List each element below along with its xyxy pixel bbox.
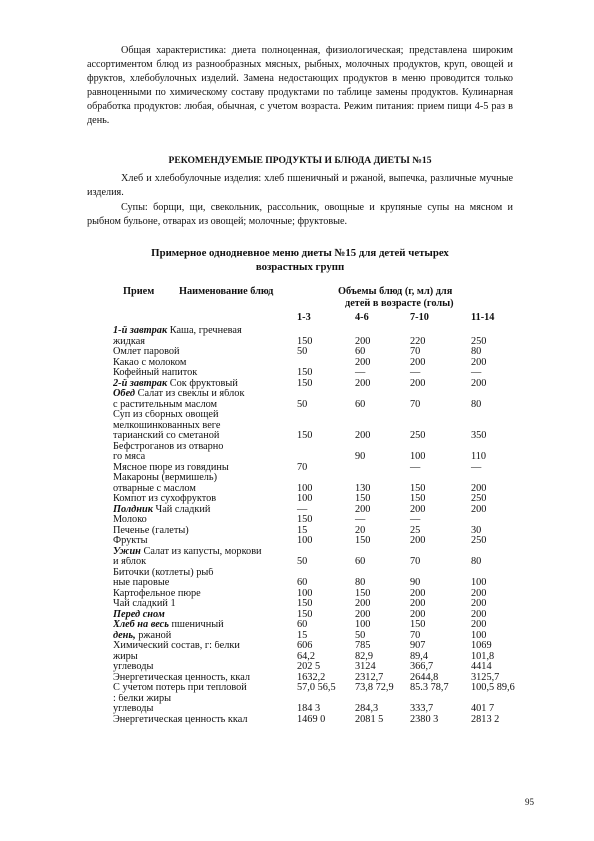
dish-name: Каша, гречневая bbox=[169, 326, 242, 336]
meal-label: 1-й завтрак bbox=[113, 326, 168, 336]
dish-name: пшеничный bbox=[171, 620, 224, 630]
meal-label: 2-й завтрак bbox=[113, 378, 168, 389]
table-row bbox=[113, 484, 527, 495]
table-row bbox=[113, 557, 527, 568]
table-row bbox=[113, 610, 527, 621]
volume-cell: — bbox=[471, 461, 482, 473]
volume-cell bbox=[471, 410, 527, 421]
volume-cell: 150 bbox=[297, 377, 313, 389]
dish-name: С учетом потерь при тепловой bbox=[113, 683, 247, 693]
dish-cell bbox=[113, 589, 297, 600]
dish-name: с растительным маслом bbox=[113, 399, 218, 410]
table-row bbox=[113, 410, 527, 421]
meal-label: Хлеб на весь bbox=[113, 620, 169, 630]
volume-cell: 70 bbox=[297, 461, 308, 473]
section-heading: РЕКОМЕНДУЕМЫЕ ПРОДУКТЫ И БЛЮДА ДИЕТЫ №15 bbox=[168, 155, 432, 166]
volume-cell bbox=[297, 452, 355, 463]
volume-cell: 30 bbox=[471, 524, 482, 536]
volume-cell: 200 bbox=[471, 587, 487, 599]
table-row bbox=[113, 431, 527, 442]
volume-cell: 100 bbox=[471, 629, 487, 641]
volume-cell bbox=[410, 326, 471, 337]
volume-cell: 250 bbox=[471, 335, 487, 347]
volume-cell: 200 bbox=[410, 608, 426, 620]
dish-name: Салат из свеклы и яблок bbox=[137, 389, 245, 399]
section-paragraphs bbox=[87, 172, 513, 230]
menu-table bbox=[113, 282, 527, 725]
volume-cell: — bbox=[355, 367, 366, 378]
volume-cell bbox=[355, 389, 410, 400]
volume-cell: 150 bbox=[297, 598, 313, 609]
volume-cell: 200 bbox=[410, 356, 426, 368]
table-row bbox=[113, 452, 527, 463]
table-row bbox=[113, 547, 527, 558]
volume-cell: 100 bbox=[297, 587, 313, 599]
volume-cell bbox=[355, 326, 410, 337]
volume-cell: — bbox=[471, 367, 482, 378]
volume-cell: 60 bbox=[355, 398, 366, 410]
volume-cell: 89,4 bbox=[410, 650, 429, 662]
table-row bbox=[113, 704, 527, 715]
volume-cell: 70 bbox=[410, 346, 421, 357]
table-row bbox=[113, 568, 527, 579]
volume-cell bbox=[410, 389, 471, 400]
volume-cell: 150 bbox=[297, 430, 313, 441]
paragraph-soups: Супы: борщи, щи, свекольник, рассольник, овощные и крупяные супы на мясном и рыбном бульоне, отварах из овощей; молочные; фруктовые. bbox=[87, 202, 513, 227]
volume-cell: 200 bbox=[410, 503, 426, 515]
volume-cell: 25 bbox=[410, 524, 421, 536]
volume-cell: — bbox=[297, 503, 308, 515]
volume-cell: 2081 5 bbox=[355, 713, 384, 725]
dish-cell bbox=[113, 715, 297, 726]
volume-cell bbox=[471, 326, 527, 337]
dish-cell bbox=[113, 421, 297, 432]
dish-cell bbox=[113, 599, 297, 610]
volume-cell: 100 bbox=[297, 535, 313, 546]
volume-cell bbox=[410, 473, 471, 484]
dish-cell bbox=[113, 494, 297, 505]
meal-label: Обед bbox=[113, 389, 135, 399]
volume-cell: 100,5 89,6 bbox=[471, 682, 515, 693]
table-row bbox=[113, 589, 527, 600]
volume-cell bbox=[297, 326, 355, 337]
dish-name: и яблок bbox=[113, 557, 147, 567]
volume-cell: — bbox=[410, 514, 421, 525]
volume-cell: 150 bbox=[297, 514, 313, 525]
volume-cell: 100 bbox=[297, 493, 313, 504]
dish-cell bbox=[113, 683, 297, 694]
table-row bbox=[113, 694, 527, 705]
volume-cell bbox=[471, 515, 527, 526]
volume-cell: 200 bbox=[355, 335, 371, 347]
table-row bbox=[113, 515, 527, 526]
volume-cell: 200 bbox=[410, 598, 426, 609]
dish-name: Фрукты bbox=[113, 536, 148, 546]
volume-cell: 50 bbox=[297, 556, 308, 567]
volume-cell: 401 7 bbox=[471, 703, 495, 714]
dish-name: тарианский со сметаной bbox=[113, 431, 220, 441]
volume-cell: 2644,8 bbox=[410, 671, 439, 683]
volume-cell: 50 bbox=[355, 629, 366, 641]
volume-cell bbox=[471, 389, 527, 400]
volume-cell bbox=[471, 473, 527, 484]
dish-name: ные паровые bbox=[113, 578, 170, 588]
header-dish: Наименование блюд bbox=[179, 286, 274, 297]
volume-cell: 200 bbox=[471, 619, 487, 630]
volume-cell: 200 bbox=[471, 598, 487, 609]
volume-cell: 200 bbox=[355, 608, 371, 620]
volume-cell: 101,8 bbox=[471, 650, 495, 662]
header-meal: Прием bbox=[123, 286, 155, 297]
table-row bbox=[113, 442, 527, 453]
dish-name: отварные с маслом bbox=[113, 483, 196, 494]
volume-cell: 70 bbox=[410, 556, 421, 567]
table-row bbox=[113, 368, 527, 379]
table-row bbox=[113, 473, 527, 484]
dish-cell bbox=[113, 326, 297, 337]
dish-cell bbox=[113, 704, 297, 715]
dish-name: Омлет паровой bbox=[113, 347, 180, 357]
volume-cell: 85.3 78,7 bbox=[410, 682, 449, 693]
volume-cell: 250 bbox=[471, 493, 487, 504]
table-row bbox=[113, 379, 527, 390]
table-row bbox=[113, 347, 527, 358]
table-row bbox=[113, 505, 527, 516]
volume-cell: 50 bbox=[297, 398, 308, 410]
dish-cell bbox=[113, 358, 297, 369]
volume-cell: 284,3 bbox=[355, 703, 379, 714]
volume-cell: 2312,7 bbox=[355, 671, 384, 683]
volume-cell: 184 3 bbox=[297, 703, 321, 714]
volume-cell bbox=[297, 473, 355, 484]
volume-cell: 4414 bbox=[471, 661, 492, 672]
dish-cell bbox=[113, 505, 297, 516]
volume-cell: 57,0 56,5 bbox=[297, 682, 336, 693]
dish-name: углеводы bbox=[113, 704, 154, 714]
dish-cell bbox=[113, 673, 297, 684]
dish-cell bbox=[113, 694, 297, 705]
volume-cell: — bbox=[410, 367, 421, 378]
menu-title-line1: Примерное однодневное меню диеты №15 для детей четырех bbox=[151, 247, 449, 259]
dish-cell bbox=[113, 463, 297, 474]
dish-cell bbox=[113, 620, 297, 631]
dish-cell bbox=[113, 484, 297, 495]
dish-name: Энергетическая ценность ккал bbox=[113, 714, 248, 725]
volume-cell: 202 5 bbox=[297, 661, 321, 672]
volume-cell: 200 bbox=[471, 377, 487, 389]
dish-name: жидкая bbox=[113, 336, 146, 347]
table-row bbox=[113, 599, 527, 610]
volume-cell: 60 bbox=[355, 556, 366, 567]
volume-cell: 150 bbox=[355, 535, 371, 546]
volume-cell: 200 bbox=[355, 598, 371, 609]
volume-cell: 200 bbox=[410, 587, 426, 599]
dish-cell bbox=[113, 442, 297, 453]
header-volume-line1: Объемы блюд (г, мл) для bbox=[338, 286, 453, 297]
menu-title-line2: возрастных групп bbox=[255, 261, 345, 273]
volume-cell: 80 bbox=[355, 577, 366, 588]
volume-cell: 150 bbox=[297, 608, 313, 620]
dish-cell bbox=[113, 389, 297, 400]
dish-name: Энергетическая ценность, ккал bbox=[113, 672, 251, 683]
volume-cell: 64,2 bbox=[297, 650, 316, 662]
header-volume-line2: детей в возрасте (голы) bbox=[345, 298, 454, 309]
volume-cell: 100 bbox=[355, 619, 371, 630]
volume-cell: 70 bbox=[410, 398, 421, 410]
volume-cell: 100 bbox=[297, 482, 313, 494]
volume-cell: — bbox=[410, 461, 421, 473]
table-row bbox=[113, 326, 527, 337]
dish-name: : белки жиры bbox=[113, 693, 172, 704]
table-row bbox=[113, 641, 527, 652]
menu-title bbox=[87, 246, 513, 274]
header-age-1: 1-3 bbox=[297, 312, 311, 323]
dish-name: Мясное пюре из говядины bbox=[113, 462, 229, 473]
volume-cell: 110 bbox=[471, 451, 487, 462]
dish-cell bbox=[113, 547, 297, 558]
meal-label: Ужин bbox=[113, 546, 141, 557]
volume-cell: 785 bbox=[355, 640, 371, 651]
volume-cell: 2380 3 bbox=[410, 713, 439, 725]
volume-cell: 80 bbox=[471, 556, 482, 567]
volume-cell: 250 bbox=[471, 535, 487, 546]
volume-cell: 350 bbox=[471, 430, 487, 441]
dish-name: Картофельное пюре bbox=[113, 588, 201, 599]
meal-label: Перед сном bbox=[113, 609, 165, 620]
dish-name: ржаной bbox=[138, 630, 172, 641]
table-row bbox=[113, 715, 527, 726]
dish-name: Химический состав, г: белки bbox=[113, 641, 240, 651]
table-row bbox=[113, 337, 527, 348]
table-row bbox=[113, 526, 527, 537]
dish-name: мелкошинкованных веге bbox=[113, 420, 221, 431]
volume-cell: 220 bbox=[410, 335, 426, 347]
dish-cell bbox=[113, 568, 297, 579]
volume-cell: 1069 bbox=[471, 640, 492, 651]
header-age-2: 4-6 bbox=[355, 312, 369, 323]
table-row bbox=[113, 421, 527, 432]
table-row bbox=[113, 683, 527, 694]
volume-cell bbox=[297, 442, 355, 453]
volume-cell: 1469 0 bbox=[297, 713, 326, 725]
dish-name: Печенье (галеты) bbox=[113, 525, 189, 536]
volume-cell: 200 bbox=[471, 608, 487, 620]
volume-cell: — bbox=[355, 514, 366, 525]
table-row bbox=[113, 536, 527, 547]
paragraph-bread: Хлеб и хлебобулочные изделия: хлеб пшеничный и ржаной, выпечка, различные мучные изделия. bbox=[87, 173, 513, 198]
volume-cell: 200 bbox=[355, 377, 371, 389]
dish-name: Бефстроганов из отварно bbox=[113, 441, 224, 452]
dish-cell bbox=[113, 641, 297, 652]
table-row bbox=[113, 652, 527, 663]
dish-name: Суп из сборных овощей bbox=[113, 410, 219, 420]
volume-cell: 50 bbox=[297, 346, 308, 357]
volume-cell: 200 bbox=[355, 430, 371, 441]
volume-cell: 150 bbox=[410, 482, 426, 494]
intro-paragraph: Общая характеристика: диета полноценная, физиологическая; представлена широким ассортиментом блюд из разнообразных мясных, рыбных, молочных продуктов, круп, овощей и фруктов, хлебобулочных изделий. Замена недостающих продуктов в меню проводится только равноценными по химическому составу продуктами по таблице замены продуктов. Кулинарная обработка продуктов: любая, обычная, с учетом возраста. Режим питания: прием пищи 4-5 раз в день. bbox=[87, 45, 513, 126]
volume-cell: 90 bbox=[410, 577, 421, 588]
volume-cell: 80 bbox=[471, 398, 482, 410]
dish-cell bbox=[113, 610, 297, 621]
meal-label: день, bbox=[113, 630, 136, 641]
dish-cell bbox=[113, 631, 297, 642]
volume-cell: 20 bbox=[355, 524, 366, 536]
table-row bbox=[113, 662, 527, 673]
dish-cell bbox=[113, 536, 297, 547]
dish-name: жиры bbox=[113, 651, 138, 662]
volume-cell: 150 bbox=[297, 335, 313, 347]
volume-cell: 200 bbox=[471, 503, 487, 515]
volume-cell bbox=[355, 463, 410, 474]
dish-name: го мяса bbox=[113, 452, 146, 462]
volume-cell: 82,9 bbox=[355, 650, 374, 662]
dish-cell bbox=[113, 347, 297, 358]
dish-name: Молоко bbox=[113, 515, 147, 525]
dish-name: углеводы bbox=[113, 662, 154, 672]
dish-cell bbox=[113, 368, 297, 379]
table-row bbox=[113, 494, 527, 505]
dish-cell bbox=[113, 515, 297, 526]
volume-cell: 90 bbox=[355, 451, 366, 462]
dish-cell bbox=[113, 473, 297, 484]
volume-cell: 60 bbox=[355, 346, 366, 357]
volume-cell: 200 bbox=[471, 356, 487, 368]
table-row bbox=[113, 578, 527, 589]
volume-cell: 60 bbox=[297, 619, 308, 630]
volume-cell: 80 bbox=[471, 346, 482, 357]
volume-cell: 366,7 bbox=[410, 661, 434, 672]
volume-cell: 200 bbox=[410, 535, 426, 546]
volume-cell: 1632,2 bbox=[297, 671, 326, 683]
volume-cell bbox=[297, 389, 355, 400]
volume-cell: 150 bbox=[355, 493, 371, 504]
dish-cell bbox=[113, 400, 297, 411]
volume-cell bbox=[410, 410, 471, 421]
volume-cell: 150 bbox=[410, 619, 426, 630]
table-header bbox=[113, 282, 527, 326]
volume-cell: 606 bbox=[297, 640, 313, 651]
header-age-3: 7-10 bbox=[410, 312, 429, 323]
table-row bbox=[113, 358, 527, 369]
volume-cell: 250 bbox=[410, 430, 426, 441]
dish-cell bbox=[113, 379, 297, 390]
volume-cell: 15 bbox=[297, 629, 308, 641]
volume-cell: 200 bbox=[471, 482, 487, 494]
volume-cell: 3125,7 bbox=[471, 671, 500, 683]
table-body bbox=[113, 326, 527, 725]
dish-name: Макароны (вермишель) bbox=[113, 473, 218, 483]
table-row bbox=[113, 631, 527, 642]
dish-name: Чай сладкий 1 bbox=[113, 599, 176, 609]
dish-name: Биточки (котлеты) рыб bbox=[113, 567, 214, 578]
dish-cell bbox=[113, 410, 297, 421]
table-row bbox=[113, 400, 527, 411]
volume-cell: 333,7 bbox=[410, 703, 434, 714]
dish-cell bbox=[113, 431, 297, 442]
dish-cell bbox=[113, 652, 297, 663]
volume-cell: 100 bbox=[410, 451, 426, 462]
volume-cell: 60 bbox=[297, 577, 308, 588]
table-row bbox=[113, 463, 527, 474]
volume-cell: 100 bbox=[471, 577, 487, 588]
volume-cell: 15 bbox=[297, 524, 308, 536]
dish-cell bbox=[113, 337, 297, 348]
table-row bbox=[113, 620, 527, 631]
volume-cell: 150 bbox=[297, 367, 313, 378]
volume-cell: 3124 bbox=[355, 661, 376, 672]
header-age-4: 11-14 bbox=[471, 312, 495, 323]
dish-name: Кофейный напиток bbox=[113, 368, 198, 378]
volume-cell: 150 bbox=[355, 587, 371, 599]
meal-label: Полдник bbox=[113, 504, 153, 515]
dish-cell bbox=[113, 452, 297, 463]
volume-cell: 200 bbox=[355, 503, 371, 515]
dish-cell bbox=[113, 662, 297, 673]
dish-cell bbox=[113, 557, 297, 568]
volume-cell: 150 bbox=[410, 493, 426, 504]
intro-text bbox=[87, 44, 513, 128]
dish-cell bbox=[113, 578, 297, 589]
dish-name: Салат из капусты, моркови bbox=[143, 546, 262, 557]
page-number: 95 bbox=[525, 797, 534, 807]
dish-name: Какао с молоком bbox=[113, 357, 187, 368]
volume-cell bbox=[297, 410, 355, 421]
table-row bbox=[113, 389, 527, 400]
volume-cell bbox=[355, 473, 410, 484]
volume-cell: 73,8 72,9 bbox=[355, 682, 394, 693]
dish-name: Сок фруктовый bbox=[169, 378, 238, 389]
dish-name: Компот из сухофруктов bbox=[113, 494, 217, 504]
dish-cell bbox=[113, 526, 297, 537]
volume-cell bbox=[355, 410, 410, 421]
volume-cell: 200 bbox=[410, 377, 426, 389]
volume-cell: 70 bbox=[410, 629, 421, 641]
volume-cell: 2813 2 bbox=[471, 713, 500, 725]
volume-cell: 200 bbox=[355, 356, 371, 368]
volume-cell: 130 bbox=[355, 482, 371, 494]
dish-name: Чай сладкий bbox=[155, 504, 211, 515]
volume-cell: 907 bbox=[410, 640, 426, 651]
